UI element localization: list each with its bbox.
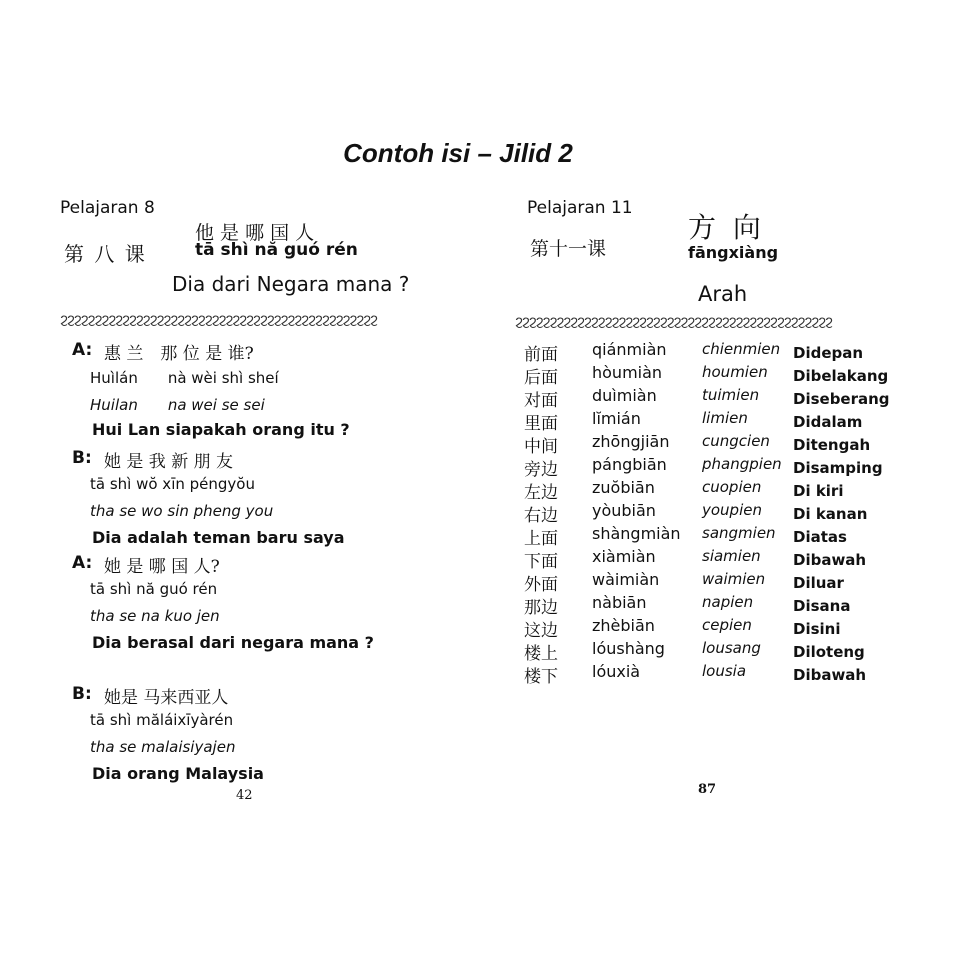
dialog-speaker: B:	[72, 684, 92, 704]
right-heading-pinyin: fāngxiàng	[688, 243, 779, 262]
vocab-translation: Disamping	[793, 459, 883, 477]
vocab-translation: Ditengah	[793, 436, 871, 454]
vocab-romanization: cepien	[702, 616, 752, 634]
right-heading-translation: Arah	[698, 282, 748, 306]
left-page-number: 42	[236, 788, 253, 803]
dialog-speaker: B:	[72, 448, 92, 468]
vocab-romanization: lousang	[702, 639, 761, 657]
vocab-romanization: tuimien	[702, 386, 760, 404]
dialog-romanization: tha se na kuo jen	[90, 607, 220, 625]
vocab-pinyin: qiánmiàn	[592, 340, 667, 359]
vocab-chinese: 那边	[524, 598, 558, 618]
left-heading-cn: 他 是 哪 国 人	[195, 222, 315, 244]
vocab-translation: Dibawah	[793, 666, 867, 684]
vocab-translation: Dibawah	[793, 551, 867, 569]
dialog-romanization: Huilan na wei se sei	[90, 396, 265, 414]
vocab-pinyin: pángbiān	[592, 455, 667, 474]
dialog-chinese: 惠 兰 那 位 是 谁?	[104, 344, 254, 364]
left-heading-pinyin: tā shì nă guó rén	[195, 240, 358, 260]
vocab-chinese: 楼下	[524, 667, 558, 687]
vocab-chinese: 下面	[524, 552, 558, 572]
vocab-romanization: houmien	[702, 363, 768, 381]
vocab-pinyin: nàbiān	[592, 593, 647, 612]
vocab-translation: Didalam	[793, 413, 863, 431]
vocab-pinyin: shàngmiàn	[592, 524, 681, 543]
vocab-pinyin: lóuxià	[592, 662, 641, 681]
vocab-translation: Disana	[793, 597, 851, 615]
vocab-chinese: 楼上	[524, 644, 558, 664]
vocab-pinyin: zuŏbiān	[592, 478, 655, 497]
vocab-translation: Disini	[793, 620, 841, 638]
vocab-romanization: lousia	[702, 662, 747, 680]
right-page-number: 87	[698, 782, 717, 797]
right-lesson-cn: 第十一课	[530, 238, 607, 260]
vocab-translation: Di kiri	[793, 482, 844, 500]
dialog-pinyin: tā shì wŏ xīn péngyŏu	[90, 475, 255, 493]
vocab-pinyin: xiàmiàn	[592, 547, 656, 566]
vocab-chinese: 旁边	[524, 460, 558, 480]
right-heading-cn: 方 向	[688, 211, 765, 244]
vocab-pinyin: lĭmián	[592, 409, 641, 428]
dialog-translation: Hui Lan siapakah orang itu ?	[92, 420, 350, 439]
vocab-romanization: phangpien	[702, 455, 782, 473]
right-lesson-label: Pelajaran 11	[527, 198, 633, 218]
vocab-translation: Diloteng	[793, 643, 865, 661]
vocab-pinyin: lóushàng	[592, 639, 665, 658]
vocab-pinyin: yòubiān	[592, 501, 656, 520]
dialog-chinese: 她 是 我 新 朋 友	[104, 452, 234, 472]
vocab-pinyin: duìmiàn	[592, 386, 657, 405]
decorative-divider: ϩϩϩϩϩϩϩϩϩϩϩϩϩϩϩϩϩϩϩϩϩϩϩϩϩϩϩϩϩϩϩϩϩϩϩϩϩϩϩϩϩϩϩϩϩϩ	[515, 314, 832, 329]
dialog-translation: Dia berasal dari negara mana ?	[92, 633, 374, 652]
dialog-speaker: A:	[72, 553, 93, 573]
dialog-pinyin: tā shì nă guó rén	[90, 580, 218, 598]
vocab-chinese: 这边	[524, 621, 558, 641]
left-lesson-cn: 第 八 课	[64, 242, 147, 266]
vocab-pinyin: hòumiàn	[592, 363, 663, 382]
vocab-translation: Di kanan	[793, 505, 868, 523]
vocab-pinyin: wàimiàn	[592, 570, 660, 589]
vocab-romanization: cungcien	[702, 432, 770, 450]
dialog-chinese: 她 是 哪 国 人?	[104, 557, 220, 577]
vocab-romanization: limien	[702, 409, 748, 427]
vocab-chinese: 前面	[524, 345, 558, 365]
vocab-chinese: 外面	[524, 575, 558, 595]
vocab-pinyin: zhōngjiān	[592, 432, 670, 451]
vocab-chinese: 上面	[524, 529, 558, 549]
decorative-divider: ϩϩϩϩϩϩϩϩϩϩϩϩϩϩϩϩϩϩϩϩϩϩϩϩϩϩϩϩϩϩϩϩϩϩϩϩϩϩϩϩϩϩϩϩϩϩ	[60, 312, 377, 327]
vocab-romanization: cuopien	[702, 478, 762, 496]
dialog-chinese: 她是 马来西亚人	[104, 688, 229, 708]
dialog-speaker: A:	[72, 340, 93, 360]
vocab-chinese: 左边	[524, 483, 558, 503]
page-title: Contoh isi – Jilid 2	[343, 138, 573, 168]
dialog-pinyin: tā shì măláixīyàrén	[90, 711, 234, 729]
left-lesson-label: Pelajaran 8	[60, 198, 155, 218]
vocab-chinese: 中间	[524, 437, 558, 457]
vocab-translation: Didepan	[793, 344, 864, 362]
vocab-romanization: sangmien	[702, 524, 776, 542]
vocab-translation: Dibelakang	[793, 367, 889, 385]
vocab-romanization: siamien	[702, 547, 761, 565]
vocab-translation: Diseberang	[793, 390, 890, 408]
vocab-translation: Diluar	[793, 574, 844, 592]
vocab-chinese: 对面	[524, 391, 558, 411]
vocab-romanization: youpien	[702, 501, 762, 519]
dialog-translation: Dia adalah teman baru saya	[92, 528, 345, 547]
dialog-romanization: tha se wo sin pheng you	[90, 502, 274, 520]
left-heading-translation: Dia dari Negara mana ?	[172, 272, 410, 296]
vocab-chinese: 里面	[524, 414, 558, 434]
vocab-chinese: 右边	[524, 506, 558, 526]
dialog-pinyin: Huìlán nà wèi shì sheí	[90, 369, 279, 387]
vocab-romanization: waimien	[702, 570, 766, 588]
vocab-pinyin: zhèbiān	[592, 616, 655, 635]
dialog-romanization: tha se malaisiyajen	[90, 738, 236, 756]
vocab-romanization: chienmien	[702, 340, 781, 358]
vocab-translation: Diatas	[793, 528, 847, 546]
vocab-chinese: 后面	[524, 368, 558, 388]
dialog-translation: Dia orang Malaysia	[92, 764, 264, 783]
vocab-romanization: napien	[702, 593, 754, 611]
